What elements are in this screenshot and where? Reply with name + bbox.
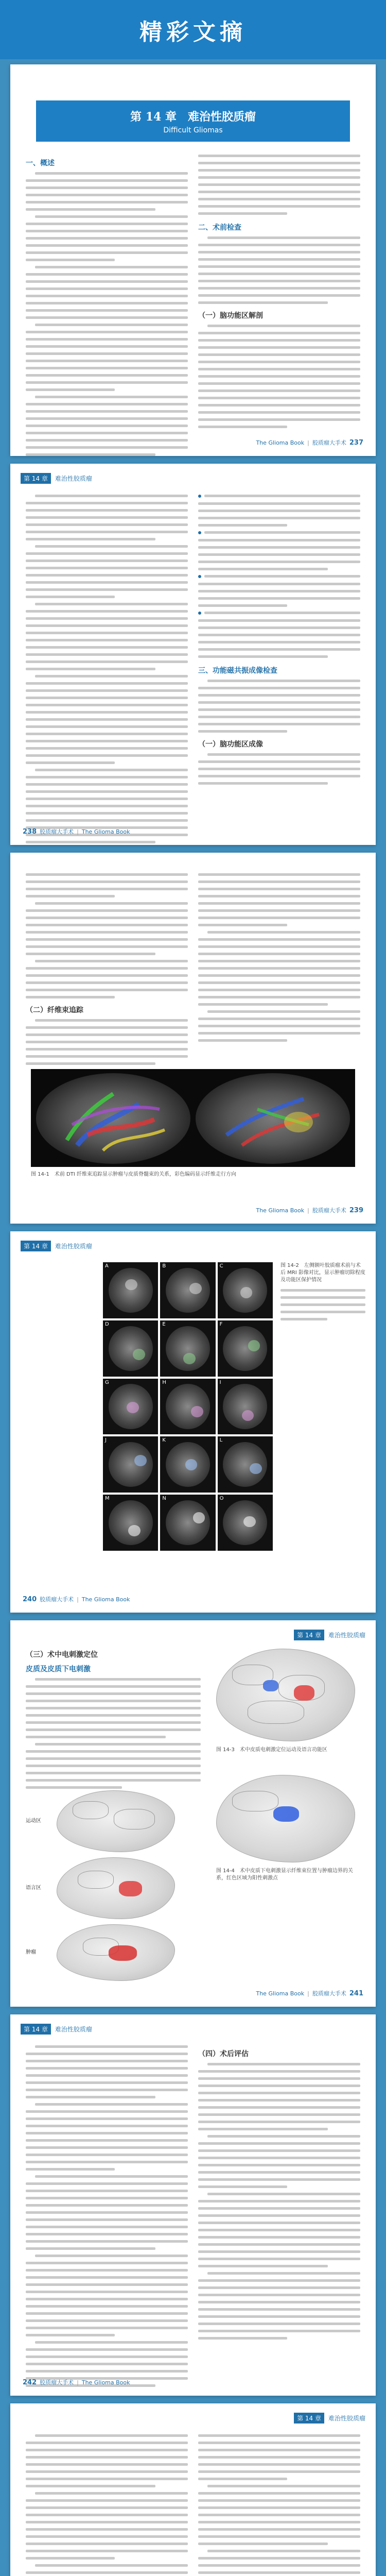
mri-panel-label: I — [219, 1379, 221, 1385]
label-tumor: 肿瘤 — [26, 1950, 36, 1955]
mri-grid — [103, 1262, 273, 1551]
mri-lesion — [128, 1525, 141, 1536]
footer-book: The Glioma Book — [81, 2379, 130, 2386]
running-head-title: 难治性胶质瘤 — [55, 1242, 92, 1250]
page-6 — [10, 2014, 376, 2396]
mri-panel-label: J — [105, 1437, 107, 1444]
p5-left-column — [26, 1646, 201, 1789]
page-number: 242 — [23, 2378, 37, 2386]
mri-panel — [103, 1262, 158, 1318]
running-head-title: 难治性胶质瘤 — [328, 1631, 365, 1639]
cortex-figure-3 — [57, 1924, 175, 1981]
mri-panel-label: D — [105, 1321, 109, 1327]
footer-cn: 胶质瘤大手术 — [40, 1596, 74, 1603]
label-language: 语言区 — [26, 1885, 41, 1891]
p6-left-column — [26, 2045, 188, 2387]
mri-panel — [218, 1495, 273, 1551]
mri-lesion — [243, 1516, 256, 1528]
p3-left-column — [26, 873, 188, 1065]
footer-cn: 胶质瘤大手术 — [312, 1990, 346, 1997]
running-head-title: 难治性胶质瘤 — [55, 2025, 92, 2033]
mri-lesion — [125, 1279, 137, 1291]
p2-right-column — [198, 495, 360, 785]
page-footer: 242 胶质瘤大手术 | The Glioma Book — [23, 2378, 130, 2386]
running-head — [21, 1241, 92, 1251]
mri-panel — [103, 1495, 158, 1551]
page-footer: The Glioma Book | 胶质瘤大手术 241 — [256, 1989, 363, 1997]
dti-fiber-tracts-right — [196, 1073, 350, 1164]
footer-cn: 胶质瘤大手术 — [40, 2379, 74, 2386]
mri-panel-label: O — [219, 1496, 224, 1502]
page-4 — [10, 1231, 376, 1613]
page-footer: 238 胶质瘤大手术 | The Glioma Book — [23, 827, 130, 836]
p4-caption-column — [280, 1262, 365, 1320]
mri-panel — [218, 1262, 273, 1318]
mri-panel — [218, 1320, 273, 1377]
mri-panel-label: H — [162, 1379, 166, 1385]
page-number: 241 — [349, 1989, 363, 1997]
p6-right-column — [198, 2045, 360, 2340]
p7-right-column — [198, 2434, 360, 2576]
p1-section: 一、概述 — [26, 159, 55, 167]
mri-panel-label: C — [219, 1263, 223, 1269]
mri-panel-label: K — [162, 1437, 166, 1444]
running-head-chapter: 第 14 章 — [21, 1241, 51, 1251]
p1-left-column — [26, 155, 188, 456]
fig-14-1-caption: 图 14-1 术前 DTI 纤维束追踪显示肿瘤与皮质脊髓束的关系，彩色编码显示纤维走行方向 — [31, 1172, 236, 1177]
p5-subsection-2: 皮质及皮质下电刺激 — [26, 1665, 91, 1673]
p7-left-column — [26, 2434, 188, 2576]
mri-panel — [218, 1379, 273, 1435]
page-footer: 240 胶质瘤大手术 | The Glioma Book — [23, 1595, 130, 1603]
mri-lesion — [250, 1463, 262, 1475]
p1-section-2: 二、术前检查 — [198, 224, 241, 232]
footer-book: The Glioma Book — [81, 828, 130, 835]
page-number: 238 — [23, 827, 37, 836]
page-7 — [10, 2403, 376, 2576]
mri-panel — [160, 1436, 215, 1493]
mri-panel — [103, 1379, 158, 1435]
footer-book: The Glioma Book — [256, 1990, 305, 1997]
footer-book: The Glioma Book — [256, 439, 305, 446]
label-motor: 运动区 — [26, 1818, 41, 1824]
mri-lesion — [248, 1340, 260, 1351]
mri-lesion — [189, 1283, 202, 1294]
mri-panel-label: A — [105, 1263, 109, 1269]
footer-cn: 胶质瘤大手术 — [312, 439, 346, 446]
running-head-chapter: 第 14 章 — [294, 1630, 324, 1640]
page-footer: The Glioma Book | 胶质瘤大手术 239 — [256, 1206, 363, 1214]
running-head-chapter: 第 14 章 — [294, 2413, 324, 2424]
running-head — [294, 2413, 365, 2423]
page-2 — [10, 464, 376, 845]
mri-lesion — [185, 1459, 198, 1470]
mri-lesion — [127, 1402, 139, 1413]
running-head — [21, 473, 92, 483]
running-head — [294, 1630, 365, 1640]
p1-left-text — [26, 172, 188, 456]
mri-panel — [160, 1262, 215, 1318]
p2-left-column — [26, 495, 188, 843]
running-head — [21, 2024, 92, 2034]
running-head-chapter: 第 14 章 — [21, 2024, 51, 2035]
banner — [0, 0, 386, 59]
fig-14-3-caption: 图 14-3 术中皮质电刺激定位运动及语言功能区 — [216, 1747, 327, 1753]
mri-panel-label: B — [162, 1263, 166, 1269]
mri-panel-label: F — [219, 1321, 223, 1327]
mri-panel-label: L — [219, 1437, 223, 1444]
p3-subsection: （二）纤维束追踪 — [26, 1006, 83, 1014]
mri-panel-label: G — [105, 1379, 109, 1385]
fig-14-4-caption: 图 14-4 术中皮质下电刺激显示纤维束位置与肿瘤边界的关系，红色区域为阳性刺激点 — [216, 1868, 353, 1881]
page-number: 237 — [349, 438, 363, 447]
page-3 — [10, 853, 376, 1224]
dti-fiber-tracts-left — [36, 1073, 190, 1164]
running-head-title: 难治性胶质瘤 — [328, 2414, 365, 2422]
mri-panel-label: M — [105, 1496, 110, 1502]
mri-lesion — [191, 1406, 203, 1417]
mri-panel — [160, 1495, 215, 1551]
mri-panel — [160, 1379, 215, 1435]
p6-subsection: （四）术后评估 — [198, 2050, 249, 2058]
mri-lesion — [183, 1353, 196, 1364]
mri-panel — [160, 1320, 215, 1377]
mri-panel — [103, 1320, 158, 1377]
mri-lesion — [240, 1287, 253, 1298]
chapter-subtitle: Difficult Gliomas — [163, 126, 223, 134]
p2-subsection: （一）脑功能区成像 — [198, 740, 263, 749]
mri-lesion — [133, 1349, 145, 1360]
mri-panel — [103, 1436, 158, 1493]
p3-right-column — [198, 873, 360, 1042]
page-number: 239 — [349, 1206, 363, 1214]
stim-region-blue — [263, 1680, 278, 1691]
footer-book: The Glioma Book — [256, 1207, 305, 1214]
p1-right-column — [198, 155, 360, 428]
stim-region-red — [294, 1685, 314, 1701]
running-head-chapter: 第 14 章 — [21, 473, 51, 484]
mri-panel-label: N — [162, 1496, 166, 1502]
footer-book: The Glioma Book — [81, 1596, 130, 1603]
p2-section: 三、功能磁共振成像检查 — [198, 667, 277, 675]
fig-14-2-caption: 图 14-2 左侧额叶胶质瘤术前与术后 MRI 影像对比，显示肿瘤切除程度及功能区保护情况 — [280, 1263, 365, 1283]
p5-subsection: （三）术中电刺激定位 — [26, 1651, 98, 1659]
page-number: 240 — [23, 1595, 37, 1603]
cortex-figure-2 — [57, 1857, 175, 1919]
page-1 — [10, 64, 376, 456]
cortex-figure-right — [216, 1775, 355, 1862]
banner-title: 精彩文摘 — [139, 19, 247, 45]
mri-lesion — [134, 1455, 147, 1466]
cortex-figure-1 — [57, 1790, 175, 1852]
footer-cn: 胶质瘤大手术 — [312, 1207, 346, 1214]
page-footer: The Glioma Book | 胶质瘤大手术 237 — [256, 438, 363, 447]
dti-figure — [31, 1069, 355, 1167]
mri-lesion — [193, 1512, 205, 1523]
p1-subsection: （一）脑功能区解剖 — [198, 312, 263, 320]
mri-panel-label: E — [162, 1321, 166, 1327]
page-5 — [10, 1620, 376, 2007]
chapter-heading — [36, 100, 350, 142]
footer-cn: 胶质瘤大手术 — [40, 828, 74, 835]
mri-panel — [218, 1436, 273, 1493]
running-head-title: 难治性胶质瘤 — [55, 474, 92, 482]
chapter-title: 第 14 章 难治性胶质瘤 — [130, 110, 256, 124]
cortex-figure-top — [216, 1649, 355, 1741]
